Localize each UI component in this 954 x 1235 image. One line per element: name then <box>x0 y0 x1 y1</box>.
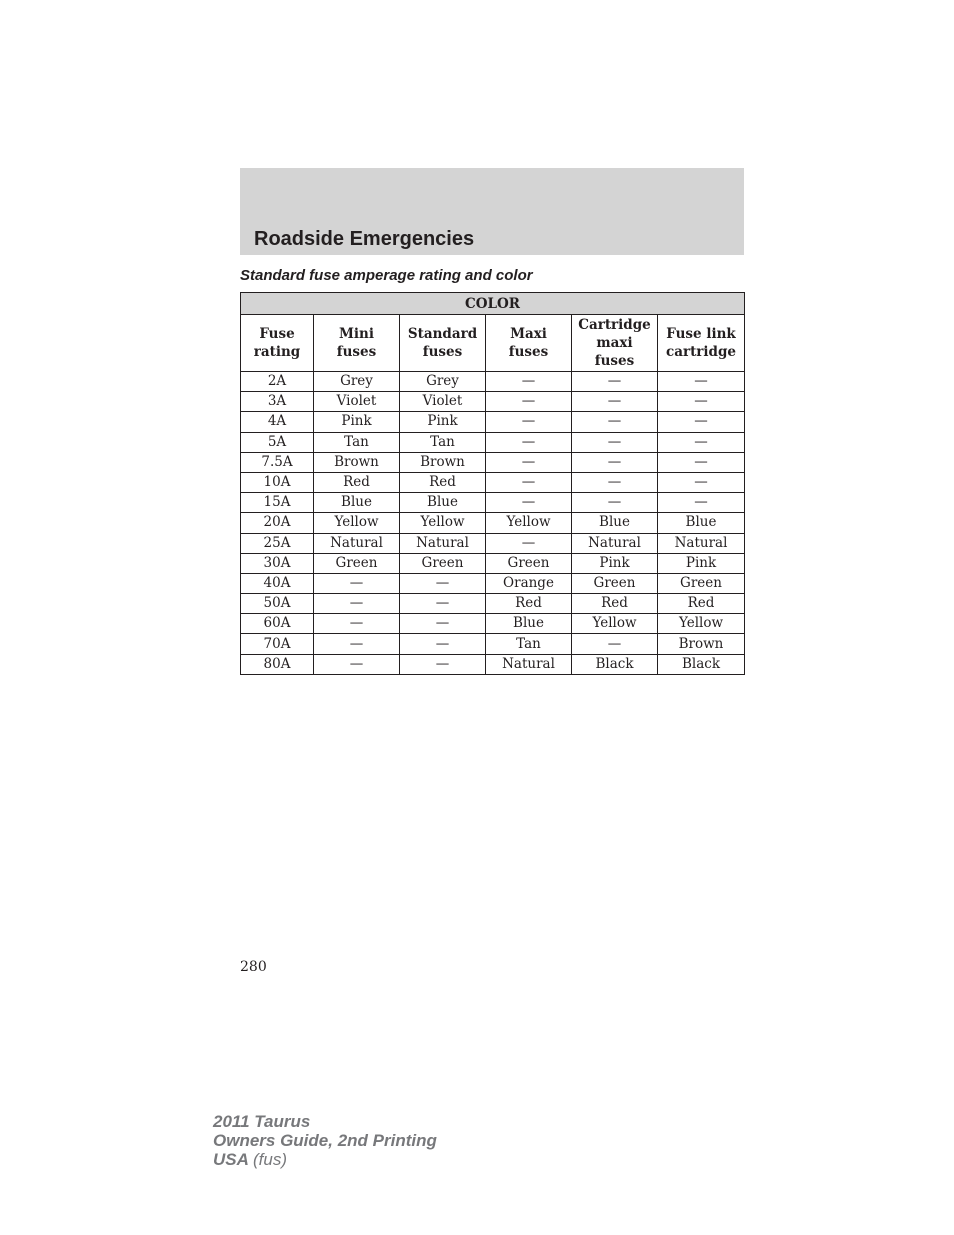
table-row <box>241 594 745 614</box>
color-cell: Yellow <box>658 614 745 634</box>
footer-line-1: 2011 Taurus <box>213 1112 311 1131</box>
fuse-rating-cell: 5A <box>241 432 314 452</box>
column-header-line: Mini <box>338 326 374 342</box>
color-cell: Blue <box>658 513 745 533</box>
color-cell: Green <box>572 573 658 593</box>
color-cell: — <box>486 372 572 392</box>
fuse-rating-cell: 15A <box>241 493 314 513</box>
color-cell: Grey <box>314 372 400 392</box>
table-row <box>241 472 745 492</box>
color-cell: — <box>314 573 400 593</box>
color-cell: Natural <box>400 533 486 553</box>
color-cell: — <box>400 573 486 593</box>
column-header-line: fuses <box>336 344 377 360</box>
color-cell: — <box>486 412 572 432</box>
color-cell: — <box>658 493 745 513</box>
color-cell: Red <box>400 472 486 492</box>
color-cell: Green <box>400 553 486 573</box>
color-cell: Black <box>658 654 745 674</box>
color-cell: — <box>572 432 658 452</box>
footer-line-3 <box>213 1150 437 1169</box>
color-cell: Orange <box>486 573 572 593</box>
column-header-row <box>241 315 745 372</box>
column-header <box>400 315 486 372</box>
color-cell: — <box>486 533 572 553</box>
fuse-rating-cell: 2A <box>241 372 314 392</box>
column-header-line: fuses <box>422 344 463 360</box>
column-header-line: Cartridge <box>578 317 651 333</box>
color-cell: Yellow <box>400 513 486 533</box>
color-cell: — <box>486 493 572 513</box>
color-cell: Pink <box>314 412 400 432</box>
color-cell: Natural <box>486 654 572 674</box>
column-header <box>314 315 400 372</box>
column-header-line: fuses <box>594 353 635 369</box>
table-row <box>241 614 745 634</box>
color-cell: Blue <box>572 513 658 533</box>
color-cell: Green <box>658 573 745 593</box>
color-cell: Violet <box>314 392 400 412</box>
color-cell: — <box>572 472 658 492</box>
fuse-rating-cell: 30A <box>241 553 314 573</box>
color-cell: — <box>572 372 658 392</box>
color-cell: — <box>314 654 400 674</box>
color-cell: Brown <box>658 634 745 654</box>
column-header-line: fuses <box>508 344 549 360</box>
color-cell: Brown <box>400 452 486 472</box>
color-cell: — <box>658 392 745 412</box>
color-cell: — <box>314 634 400 654</box>
color-cell: Tan <box>314 432 400 452</box>
color-cell: Pink <box>400 412 486 432</box>
table-row <box>241 573 745 593</box>
color-cell: — <box>572 412 658 432</box>
column-header <box>486 315 572 372</box>
color-cell: Green <box>314 553 400 573</box>
table-row <box>241 372 745 392</box>
color-cell: — <box>400 634 486 654</box>
color-cell: Pink <box>658 553 745 573</box>
color-cell: — <box>486 392 572 412</box>
page-number: 280 <box>240 959 267 975</box>
color-cell: — <box>572 634 658 654</box>
column-header-line: Maxi <box>510 326 547 342</box>
footer-code: (fus) <box>253 1150 287 1169</box>
table-row <box>241 553 745 573</box>
column-header <box>241 315 314 372</box>
fuse-rating-cell: 80A <box>241 654 314 674</box>
column-header <box>572 315 658 372</box>
color-cell: Natural <box>658 533 745 553</box>
color-cell: Red <box>314 472 400 492</box>
color-cell: Yellow <box>572 614 658 634</box>
color-cell: — <box>572 452 658 472</box>
color-cell: Red <box>486 594 572 614</box>
color-cell: Blue <box>314 493 400 513</box>
fuse-rating-cell: 60A <box>241 614 314 634</box>
table-row <box>241 533 745 553</box>
table-body <box>241 372 745 675</box>
section-header-band <box>240 168 744 255</box>
color-cell: Blue <box>400 493 486 513</box>
color-cell: Tan <box>486 634 572 654</box>
table-heading: Standard fuse amperage rating and color <box>240 267 533 284</box>
color-cell: — <box>658 432 745 452</box>
color-cell: Red <box>572 594 658 614</box>
fuse-rating-cell: 7.5A <box>241 452 314 472</box>
color-cell: Natural <box>572 533 658 553</box>
table-row <box>241 513 745 533</box>
color-cell: Grey <box>400 372 486 392</box>
color-cell: — <box>572 392 658 412</box>
color-cell: — <box>400 614 486 634</box>
fuse-rating-cell: 10A <box>241 472 314 492</box>
column-header-line: cartridge <box>665 344 737 360</box>
color-cell: — <box>658 452 745 472</box>
column-header-line: Fuse link <box>666 326 736 342</box>
fuse-color-table <box>240 292 745 675</box>
color-cell: — <box>658 412 745 432</box>
footer-region: USA <box>213 1150 249 1169</box>
color-cell: Yellow <box>486 513 572 533</box>
color-cell: Natural <box>314 533 400 553</box>
color-cell: — <box>400 594 486 614</box>
fuse-rating-cell: 25A <box>241 533 314 553</box>
color-cell: — <box>314 594 400 614</box>
color-cell: Green <box>486 553 572 573</box>
color-cell: — <box>658 372 745 392</box>
column-header-line: maxi <box>596 335 633 351</box>
color-cell: — <box>400 654 486 674</box>
column-header-line: Fuse <box>259 326 295 342</box>
fuse-rating-cell: 4A <box>241 412 314 432</box>
table-row <box>241 493 745 513</box>
color-cell: — <box>314 614 400 634</box>
color-cell: — <box>486 432 572 452</box>
fuse-rating-cell: 50A <box>241 594 314 614</box>
color-cell: Brown <box>314 452 400 472</box>
color-cell: — <box>658 472 745 492</box>
column-header-line: Standard <box>407 326 478 342</box>
color-cell: Pink <box>572 553 658 573</box>
color-cell: Black <box>572 654 658 674</box>
color-cell: Violet <box>400 392 486 412</box>
column-header-line: rating <box>253 344 301 360</box>
fuse-rating-cell: 40A <box>241 573 314 593</box>
color-cell: — <box>486 472 572 492</box>
color-cell: — <box>486 452 572 472</box>
fuse-rating-cell: 70A <box>241 634 314 654</box>
color-group-header: COLOR <box>241 293 745 315</box>
fuse-rating-cell: 3A <box>241 392 314 412</box>
footer <box>213 1112 437 1169</box>
table-row <box>241 392 745 412</box>
table-row <box>241 634 745 654</box>
fuse-rating-cell: 20A <box>241 513 314 533</box>
footer-line-2: Owners Guide, 2nd Printing <box>213 1131 437 1150</box>
color-cell: — <box>572 493 658 513</box>
table-row <box>241 452 745 472</box>
color-cell: Tan <box>400 432 486 452</box>
color-cell: Red <box>658 594 745 614</box>
color-cell: Yellow <box>314 513 400 533</box>
table-row <box>241 432 745 452</box>
section-title: Roadside Emergencies <box>254 228 475 250</box>
color-cell: Blue <box>486 614 572 634</box>
column-header <box>658 315 745 372</box>
table-row <box>241 412 745 432</box>
table-row <box>241 654 745 674</box>
